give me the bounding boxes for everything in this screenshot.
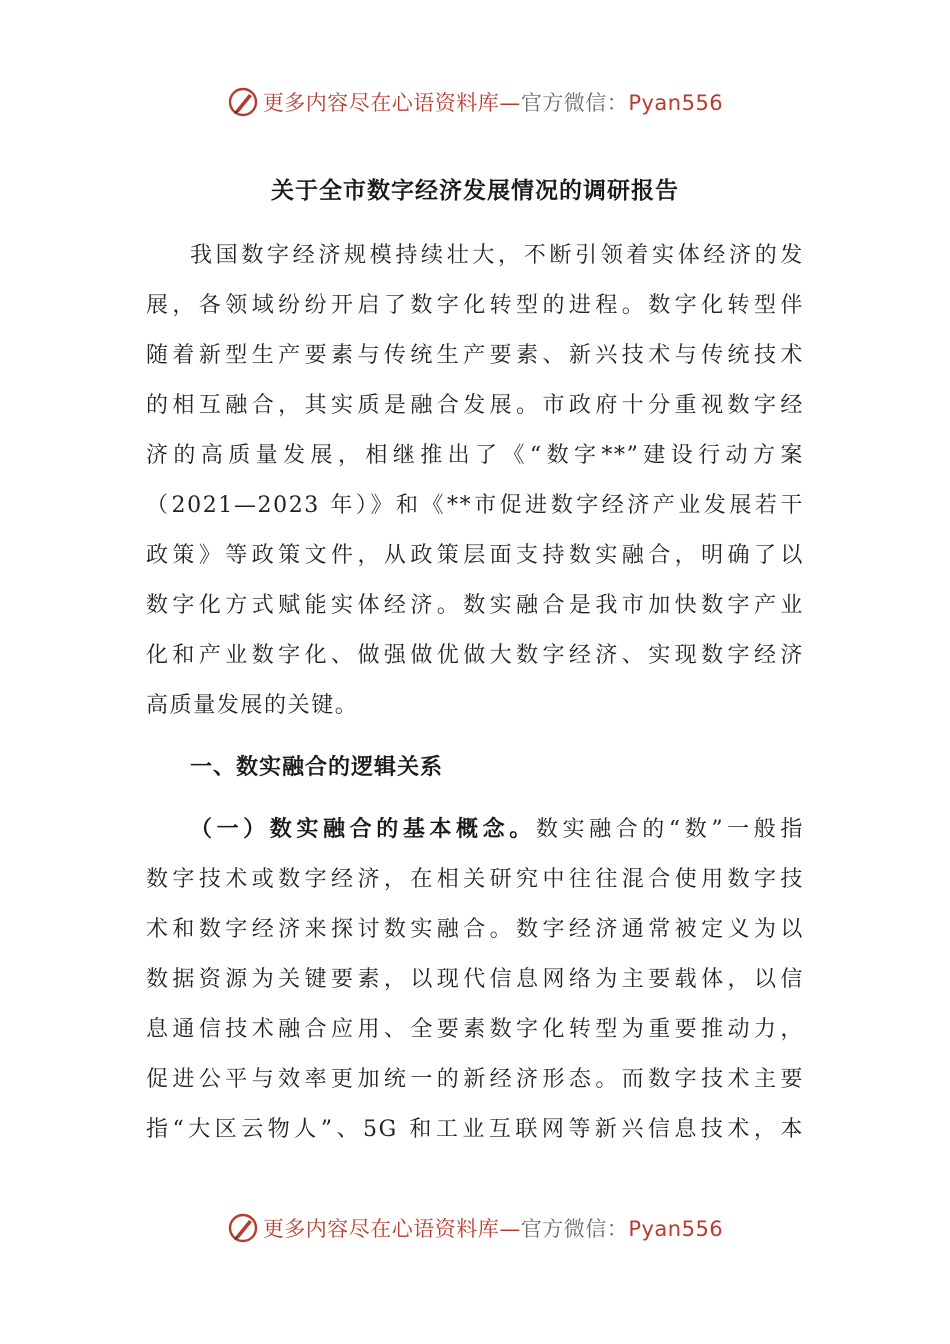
para1-line: 高质量发展的关键。 [146,693,359,718]
watermark-main: 更多内容尽在心语资料库 [262,1217,500,1241]
para1-line: 济的高质量发展，相继推出了《“数字**”建设行动方案 [146,443,804,468]
pen-logo-icon [227,86,259,118]
para1-line: 我国数字经济规模持续壮大，不断引领着实体经济的发 [190,243,804,268]
watermark-banner-top [0,82,950,122]
sub1-line: 促进公平与效率更加统一的新经济形态。而数字技术主要 [146,1067,804,1092]
para1-line: 随着新型生产要素与传统生产要素、新兴技术与传统技术 [146,343,804,368]
sub1-line: 指“大区云物人”、5G 和工业互联网等新兴信息技术，本 [146,1117,804,1142]
sub1-line: 术和数字经济来探讨数实融合。数字经济通常被定义为以 [146,917,804,942]
watermark-text [263,87,723,117]
pen-logo-icon [227,1212,259,1244]
para1-line: 的相互融合，其实质是融合发展。市政府十分重视数字经 [146,393,804,418]
watermark-wechat-id: Pyan556 [628,1217,724,1241]
sub1-first-line [190,812,804,848]
section-heading: 一、数实融合的逻辑关系 [190,755,444,780]
sub1-line: 数据资源为关键要素，以现代信息网络为主要载体，以信 [146,967,804,992]
para1-line: 数字化方式赋能实体经济。数实融合是我市加快数字产业 [146,593,804,618]
watermark-main: 更多内容尽在心语资料库 [262,91,500,115]
sub1-line: 息通信技术融合应用、全要素数字化转型为重要推动力， [146,1017,804,1042]
para1-line: 化和产业数字化、做强做优做大数字经济、实现数字经济 [146,643,804,668]
sub1-first-rest: 数实融合的“数”一般指 [535,817,804,842]
watermark-wechat-label: 官方微信： [520,1217,629,1241]
watermark-banner-bottom [0,1208,950,1248]
watermark-dash: — [499,91,521,115]
para1-line: 政策》等政策文件，从政策层面支持数实融合，明确了以 [146,543,804,568]
document-title: 关于全市数字经济发展情况的调研报告 [271,178,679,204]
sub1-line: 数字技术或数字经济，在相关研究中往往混合使用数字技 [146,867,804,892]
watermark-wechat-id: Pyan556 [628,91,724,115]
sub1-lead: （一）数实融合的基本概念。 [190,817,536,842]
para1-line: 展，各领域纷纷开启了数字化转型的进程。数字化转型伴 [146,293,804,318]
para1-line: （2021—2023 年）》和《**市促进数字经济产业发展若干 [146,493,804,518]
watermark-text [263,1213,723,1243]
watermark-wechat-label: 官方微信： [520,91,629,115]
watermark-dash: — [499,1217,521,1241]
